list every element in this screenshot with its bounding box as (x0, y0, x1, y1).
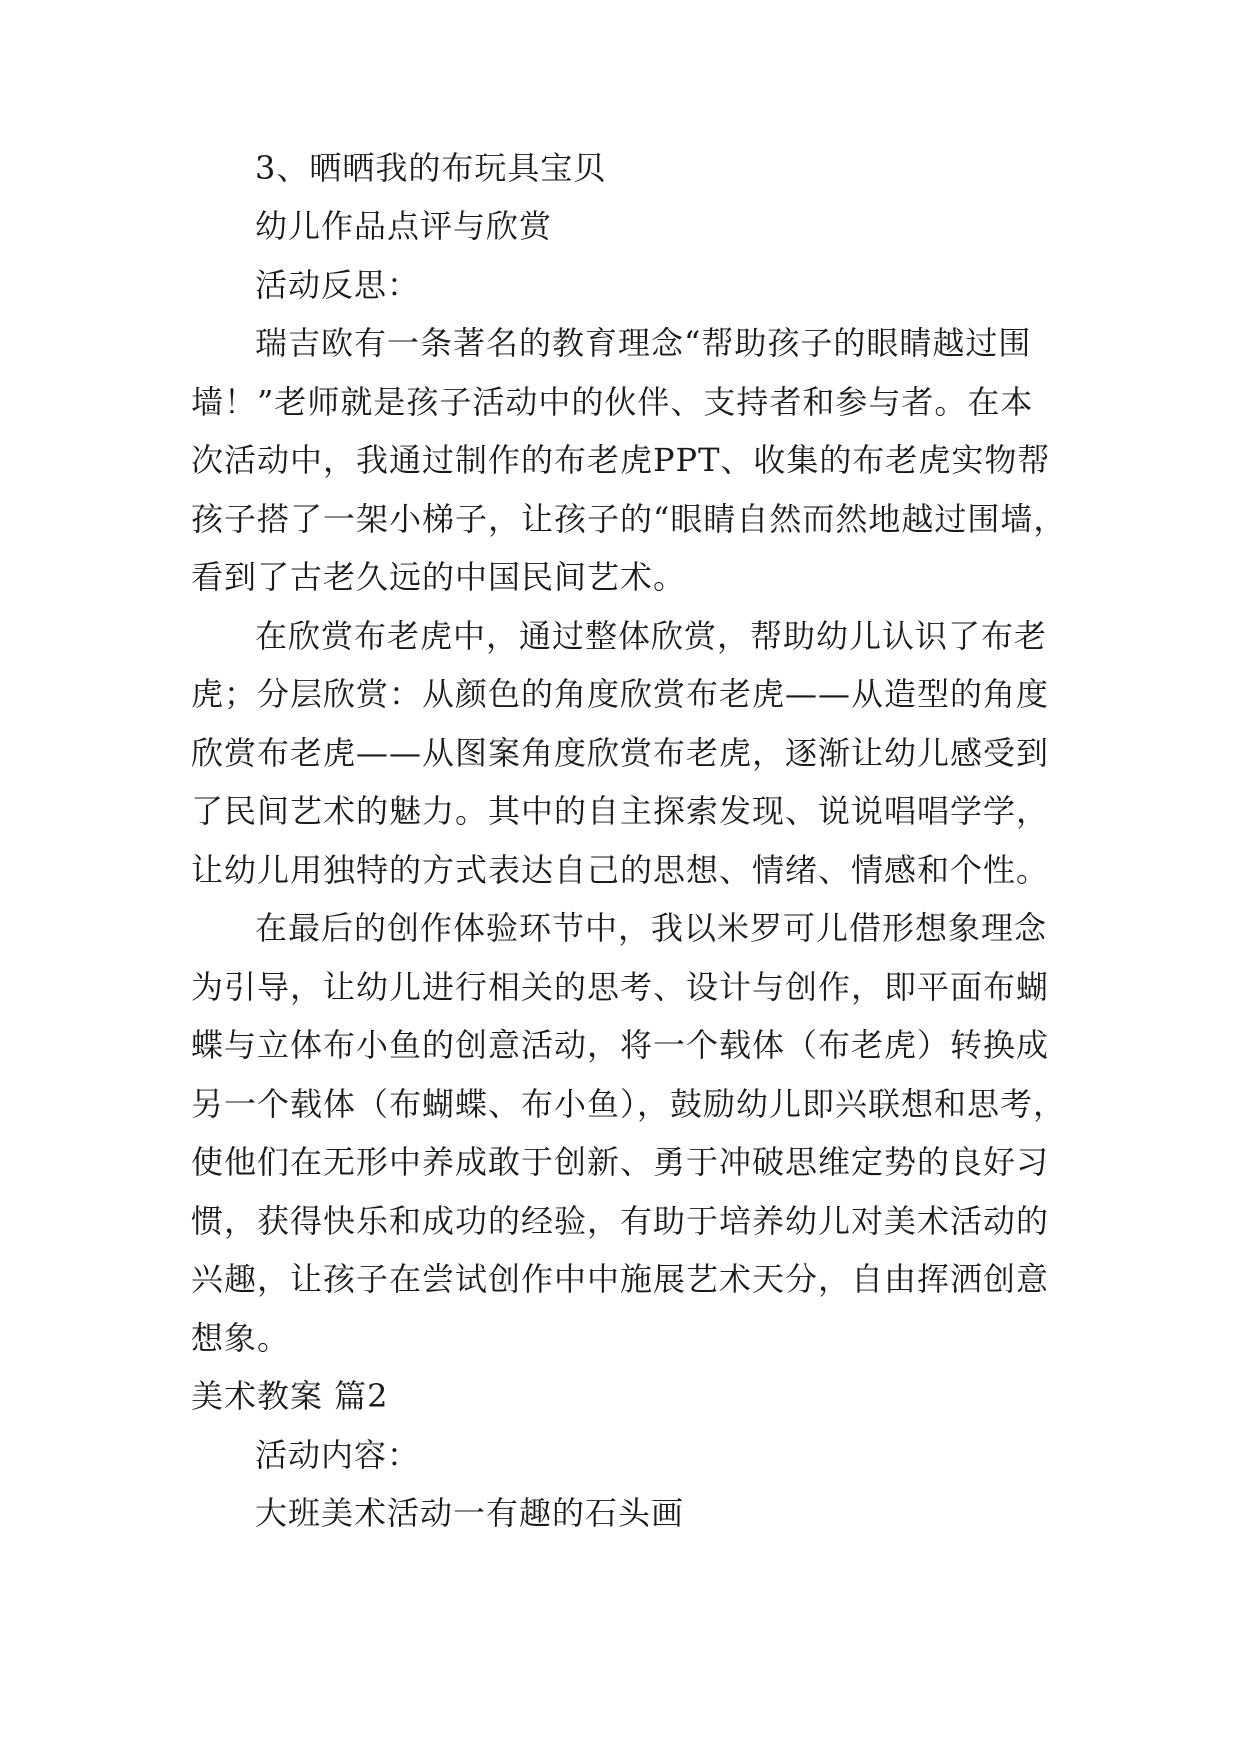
paragraph-line: 惯，获得快乐和成功的经验，有助于培养幼儿对美术活动的 (191, 1202, 1050, 1240)
text-line: 大班美术活动一有趣的石头画 (255, 1494, 685, 1532)
text-line: 幼儿作品点评与欣赏 (255, 207, 553, 245)
paragraph-line: 瑞吉欧有一条著名的教育理念“帮助孩子的眼睛越过围 (255, 324, 1032, 362)
paragraph-line: 孩子搭了一架小梯子，让孩子的“眼睛自然而然地越过围墙， (191, 500, 1067, 538)
paragraph-line: 兴趣，让孩子在尝试创作中中施展艺术天分，自由挥洒创意 (191, 1260, 1050, 1298)
paragraph-line: 墙！”老师就是孩子活动中的伙伴、支持者和参与者。在本 (191, 383, 1034, 421)
text-line: 活动反思： (255, 266, 421, 304)
paragraph-line: 在最后的创作体验环节中，我以米罗可儿借形想象理念 (255, 909, 1048, 947)
paragraph-line: 让幼儿用独特的方式表达自己的思想、情绪、情感和个性。 (191, 851, 1050, 889)
paragraph-line: 欣赏布老虎——从图案角度欣赏布老虎，逐渐让幼儿感受到 (191, 734, 1050, 772)
section-heading: 美术教案 篇2 (191, 1377, 389, 1415)
paragraph-line: 了民间艺术的魅力。其中的自主探索发现、说说唱唱学学， (191, 792, 1050, 830)
text-line: 活动内容： (255, 1436, 421, 1474)
paragraph-line: 在欣赏布老虎中，通过整体欣赏，帮助幼儿认识了布老 (255, 617, 1048, 655)
paragraph-line: 蝶与立体布小鱼的创意活动，将一个载体（布老虎）转换成 (191, 1026, 1050, 1064)
paragraph-line: 看到了古老久远的中国民间艺术。 (191, 558, 687, 596)
paragraph-line: 想象。 (191, 1319, 291, 1357)
paragraph-line: 为引导，让幼儿进行相关的思考、设计与创作，即平面布蝴 (191, 968, 1050, 1006)
paragraph-line: 使他们在无形中养成敢于创新、勇于冲破思维定势的良好习 (191, 1143, 1050, 1181)
text-line: 3、晒晒我的布玩具宝贝 (255, 149, 607, 187)
paragraph-line: 另一个载体（布蝴蝶、布小鱼），鼓励幼儿即兴联想和思考， (191, 1085, 1067, 1123)
paragraph-line: 次活动中，我通过制作的布老虎PPT、收集的布老虎实物帮 (191, 441, 1051, 479)
paragraph-line: 虎；分层欣赏：从颜色的角度欣赏布老虎——从造型的角度 (191, 675, 1050, 713)
